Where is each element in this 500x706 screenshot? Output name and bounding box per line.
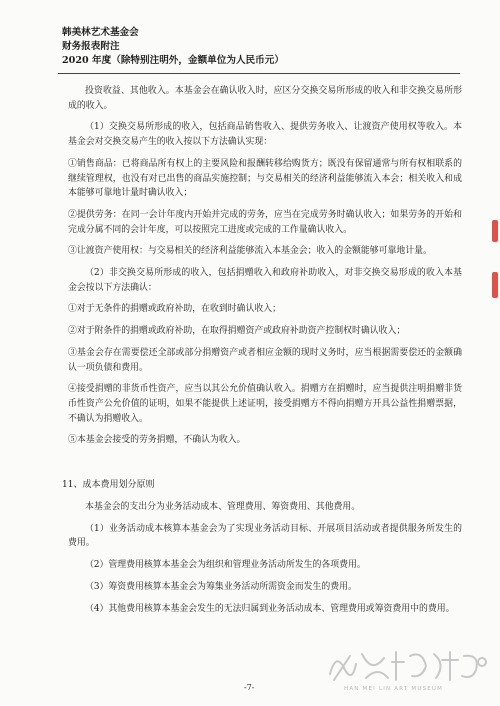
paragraph: （1）交换交易所形成的收入，包括商品销售收入、提供劳务收入、让渡资产使用权等收入。本基金会对交换交易产生的收入按以下方法确认实现： [68,122,462,148]
period-note: 2020 年度（除特别注明外，金额单位为人民币元） [62,55,284,66]
page-header [62,26,452,68]
paragraph: （2）管理费用核算本基金会为组织和管理业务活动所发生的各项费用。 [85,560,366,571]
museum-logo-icon [322,644,492,688]
museum-watermark [322,644,492,702]
paragraph: （2）非交换交易所形成的收入，包括捐赠收入和政府补助收入，对非交换交易形成的收入本基金会按以下方法确认： [68,268,462,293]
paragraph: ①销售商品：已将商品所有权上的主要风险和报酬转移给购货方；既没有保留通常与所有权相联系的继续管理权，也没有对已出售的商品实施控制；与交易相关的经济利益能够流入本会；相关收入和成本能够可靠地计量时确认收入； [68,158,462,199]
paragraph: （4）其他费用核算本基金会发生的无法归属到业务活动成本、管理费用或筹资费用中的费用。 [85,603,455,614]
org-name: 韩美林艺术基金会 [62,27,139,38]
page-number: -7- [244,683,255,692]
seal-stamp-fragment [492,272,498,298]
paragraph: 本基金会的支出分为业务活动成本、管理费用、筹资费用、其他费用。 [85,502,361,512]
paragraph: 投资收益、其他收入。本基金会在确认收入时，应区分交换交易所形成的收入和非交换交易所形成的收入。 [68,86,462,111]
paragraph: （1）业务活动成本核算本基金会为了实现业务活动目标、开展项目活动或者提供服务所发生的费用。 [68,523,462,549]
paragraph: ②提供劳务：在同一会计年度内开始并完成的劳务，应当在完成劳务时确认收入；如果劳务的开始和完成分属不同的会计年度，可以按照完工进度或完成的工作量确认收入。 [68,209,462,235]
section-heading: 11、成本费用划分原则 [62,480,155,490]
paragraph: ⑤本基金会接受的劳务捐赠，不确认为收入。 [68,435,246,446]
seal-stamp-fragment [492,220,498,242]
paragraph: （3）筹资费用核算本基金会为筹集业务活动所需资金而发生的费用。 [85,581,357,592]
paragraph: ②对于附条件的捐赠或政府补助，在取得捐赠资产或政府补助资产控制权时确认收入； [68,326,406,337]
paragraph: ①对于无条件的捐赠或政府补助，在收到时确认收入； [68,304,281,315]
paragraph: ④接受捐赠的非货币性资产，应当以其公允价值确认收入。捐赠方在捐赠时，应当提供注明捐赠非货币性资产公允价值的证明，如果不能提供上述证明，接受捐赠方不得向捐赠方开具公益性捐赠票据，不确认为捐赠收入。 [68,384,462,424]
museum-watermark-text: HAN MEI LIN ART MUSEUM [344,686,444,692]
seal-edge-marks [490,180,500,330]
doc-title: 财务报表附注 [62,41,120,52]
paragraph: ③让渡资产使用权：与交易相关的经济利益能够流入本基金会；收入的金额能够可靠地计量。 [68,246,432,257]
revenue-policy-body [68,84,462,455]
header-divider [58,73,460,74]
cost-policy-body [68,500,462,623]
paragraph: ③基金会存在需要偿还全部或部分捐赠资产或者相应金额的现时义务时，应当根据需要偿还的金额确认一项负债和费用。 [68,347,462,373]
